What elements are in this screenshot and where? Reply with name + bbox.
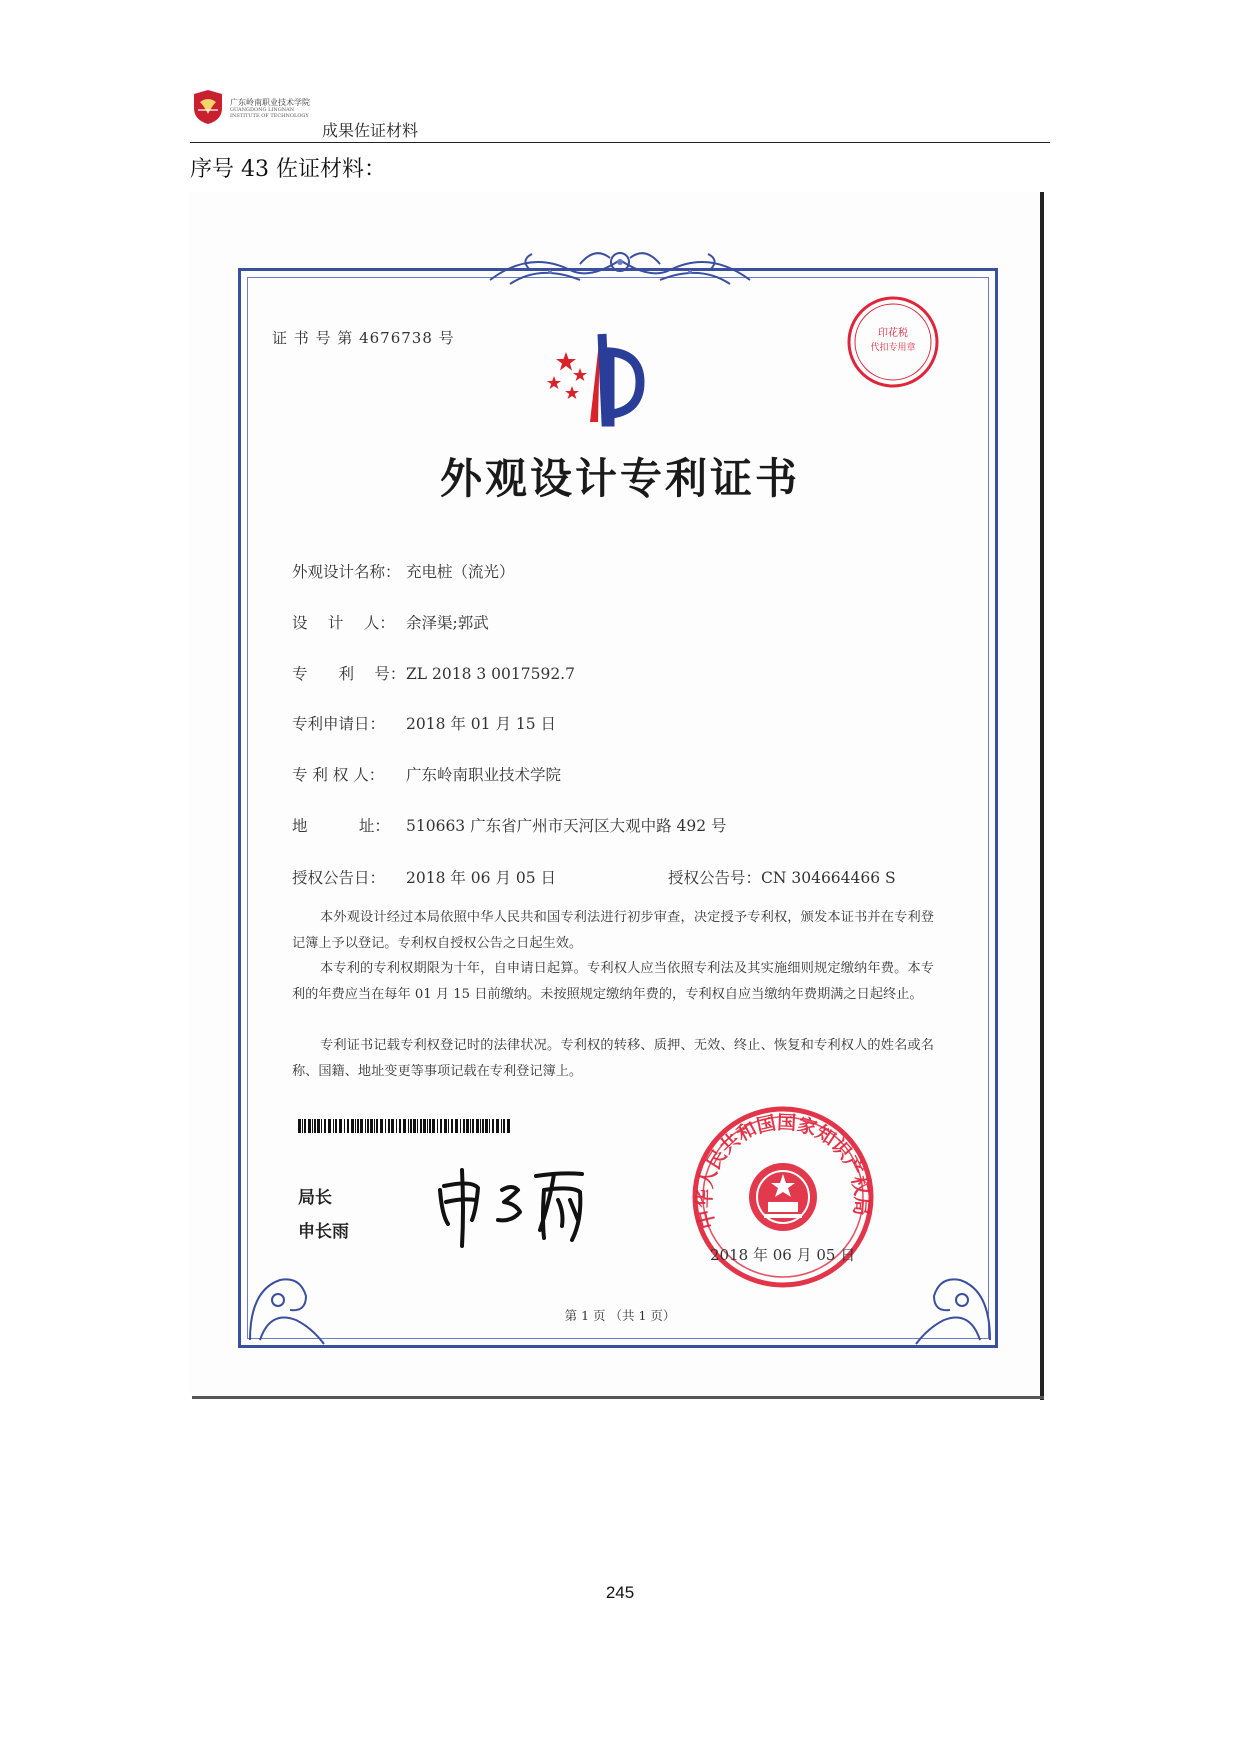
field-label: 外观设计名称：: [292, 563, 401, 581]
field-grant-number: [668, 866, 896, 888]
seal-date: 2018 年 06 月 05 日: [710, 1246, 856, 1264]
header-divider: [190, 142, 1050, 143]
seal-text: 中华人民共和国国家知识产权局: [693, 1111, 873, 1231]
field-label: 专 利 号：: [292, 665, 406, 683]
patent-office-emblem-icon: [540, 330, 670, 430]
certificate-page-mark: 第 1 页 （共 1 页）: [564, 1308, 676, 1323]
field-design-name: [292, 560, 515, 582]
field-application-date: [292, 712, 556, 734]
field-label: 授权公告日：: [292, 869, 386, 887]
field-label: 授权公告号：: [668, 869, 762, 887]
field-value: 充电桩（流光）: [406, 563, 515, 581]
field-value: 余泽渠;郭武: [406, 614, 489, 632]
tax-stamp-icon: [845, 294, 941, 390]
field-value: 510663 广东省广州市天河区大观中路 492 号: [406, 817, 727, 835]
field-label: 地 址：: [292, 817, 390, 835]
director-signature-icon: [432, 1160, 622, 1250]
field-label: 设 计 人：: [292, 614, 395, 632]
bottom-right-ornament-icon: [910, 1240, 1000, 1350]
scan-edge-right: [1040, 192, 1044, 1400]
certificate-title: 外观设计专利证书: [439, 454, 800, 503]
certificate-number: 证 书 号 第 4676738 号: [272, 329, 455, 347]
field-address: [292, 814, 727, 836]
field-value: 广东岭南职业技术学院: [406, 766, 562, 784]
sequence-label: 序号 43 佐证材料：: [190, 157, 386, 182]
header-title: 成果佐证材料: [322, 121, 419, 140]
school-logo-icon: [190, 88, 226, 126]
field-designer: [292, 611, 489, 633]
field-patentee: [292, 763, 561, 785]
top-ornament-icon: [470, 240, 770, 298]
director-name: 申长雨: [298, 1222, 349, 1242]
director-label: 局长: [298, 1188, 332, 1208]
scan-edge-bottom: [192, 1396, 1044, 1399]
page-number: 245: [605, 1583, 635, 1602]
school-name-en: GUANGDONG LINGNAN INSTITUTE OF TECHNOLOGY: [230, 107, 309, 119]
barcode-icon: [298, 1119, 514, 1133]
field-label: 专利申请日：: [292, 715, 386, 733]
field-value: 2018 年 06 月 05 日: [406, 869, 557, 887]
field-value: ZL 2018 3 0017592.7: [406, 665, 575, 683]
field-value: CN 304664466 S: [761, 869, 896, 887]
certificate-paragraph-3: 专利证书记载专利权登记时的法律状况。专利权的转移、质押、无效、终止、恢复和专利权人的姓名或名称、国籍、地址变更等事项记载在专利登记簿上。: [292, 1038, 934, 1079]
certificate-paragraph-1: 本外观设计经过本局依照中华人民共和国专利法进行初步审查，决定授予专利权，颁发本证书并在专利登记簿上予以登记。专利权自授权公告之日起生效。: [292, 910, 934, 951]
svg-text:代扣专用章: 代扣专用章: [870, 343, 916, 353]
bottom-left-ornament-icon: [240, 1240, 330, 1350]
field-patent-number: [292, 662, 575, 684]
certificate-paragraph-2: 本专利的专利权期限为十年，自申请日起算。专利权人应当依照专利法及其实施细则规定缴纳年费。本专利的年费应当在每年 01 月 15 日前缴纳。未按照规定缴纳年费的，专利权自应当缴纳年费期满之日起终止。: [292, 961, 934, 1002]
field-label: 专 利 权 人：: [292, 766, 385, 784]
field-grant-date: [292, 866, 556, 888]
svg-text:印花税: 印花税: [878, 328, 908, 339]
school-name-cn: 广东岭南职业技术学院: [230, 98, 310, 107]
field-value: 2018 年 01 月 15 日: [406, 715, 557, 733]
